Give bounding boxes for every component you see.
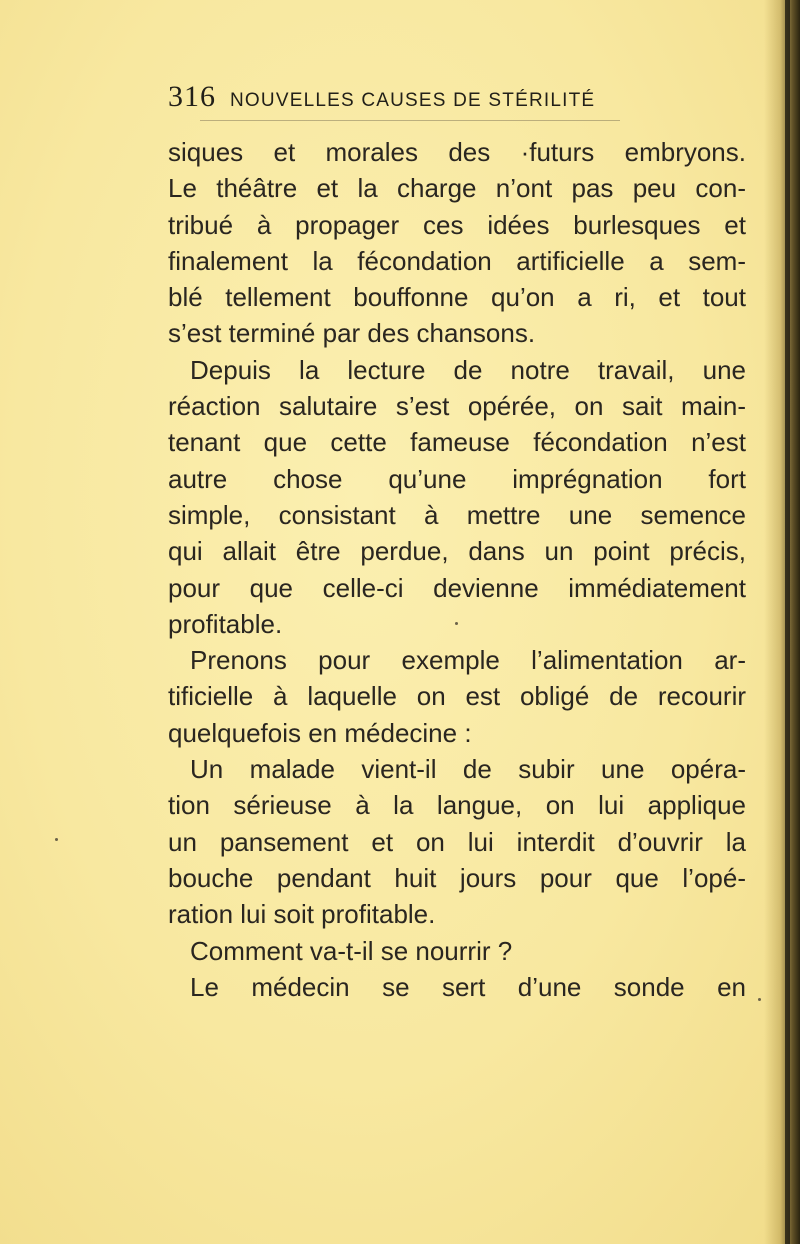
text-line: Prenons pour exemple l’alimentation ar- xyxy=(190,645,746,676)
paper-speck xyxy=(758,998,761,1001)
text-line: bouche pendant huit jours pour que l’opé- xyxy=(168,862,746,893)
page-edge-shadow xyxy=(764,0,800,1244)
paper-speck xyxy=(55,838,58,841)
text-line: Depuis la lecture de notre travail, une xyxy=(190,354,746,385)
text-line: tificielle à laquelle on est obligé de recourir xyxy=(168,681,746,712)
text-line: tribué à propager ces idées burlesques et xyxy=(168,209,746,240)
text-line: pour que celle-ci devienne immédiatement xyxy=(168,572,746,603)
text-line: ration lui soit profitable. xyxy=(168,899,436,930)
body-text xyxy=(168,134,746,1005)
text-line: siques et morales des ·futurs embryons. xyxy=(168,137,746,167)
text-line: profitable. xyxy=(168,608,283,639)
running-head: NOUVELLES CAUSES DE STÉRILITÉ xyxy=(230,90,596,111)
text-line: Le médecin se sert d’une sonde en xyxy=(190,971,746,1002)
text-line: autre chose qu’une imprégnation fort xyxy=(168,463,746,494)
text-line: blé tellement bouffonne qu’on a ri, et tout xyxy=(168,282,746,313)
text-line: Le théâtre et la charge n’ont pas peu con- xyxy=(168,173,746,204)
text-line: Comment va-t-il se nourrir ? xyxy=(190,935,513,966)
text-line: Un malade vient-il de subir une opéra- xyxy=(190,754,746,785)
text-line: réaction salutaire s’est opérée, on sait main- xyxy=(168,391,746,422)
paper-speck xyxy=(455,622,458,625)
page-number: 316 xyxy=(168,80,216,113)
page-binding-edge xyxy=(785,0,790,1244)
text-line: simple, consistant à mettre une semence xyxy=(168,499,746,530)
header-rule xyxy=(200,120,620,121)
text-line: finalement la fécondation artificielle a sem- xyxy=(168,245,746,276)
text-line: tenant que cette fameuse fécondation n’est xyxy=(168,427,746,458)
page-header xyxy=(168,80,595,120)
text-line: un pansement et on lui interdit d’ouvrir la xyxy=(168,826,746,857)
text-line: quelquefois en médecine : xyxy=(168,717,472,748)
text-line: qui allait être perdue, dans un point précis, xyxy=(168,536,746,567)
text-line: s’est terminé par des chansons. xyxy=(168,318,536,349)
text-line: tion sérieuse à la langue, on lui applique xyxy=(168,790,746,821)
